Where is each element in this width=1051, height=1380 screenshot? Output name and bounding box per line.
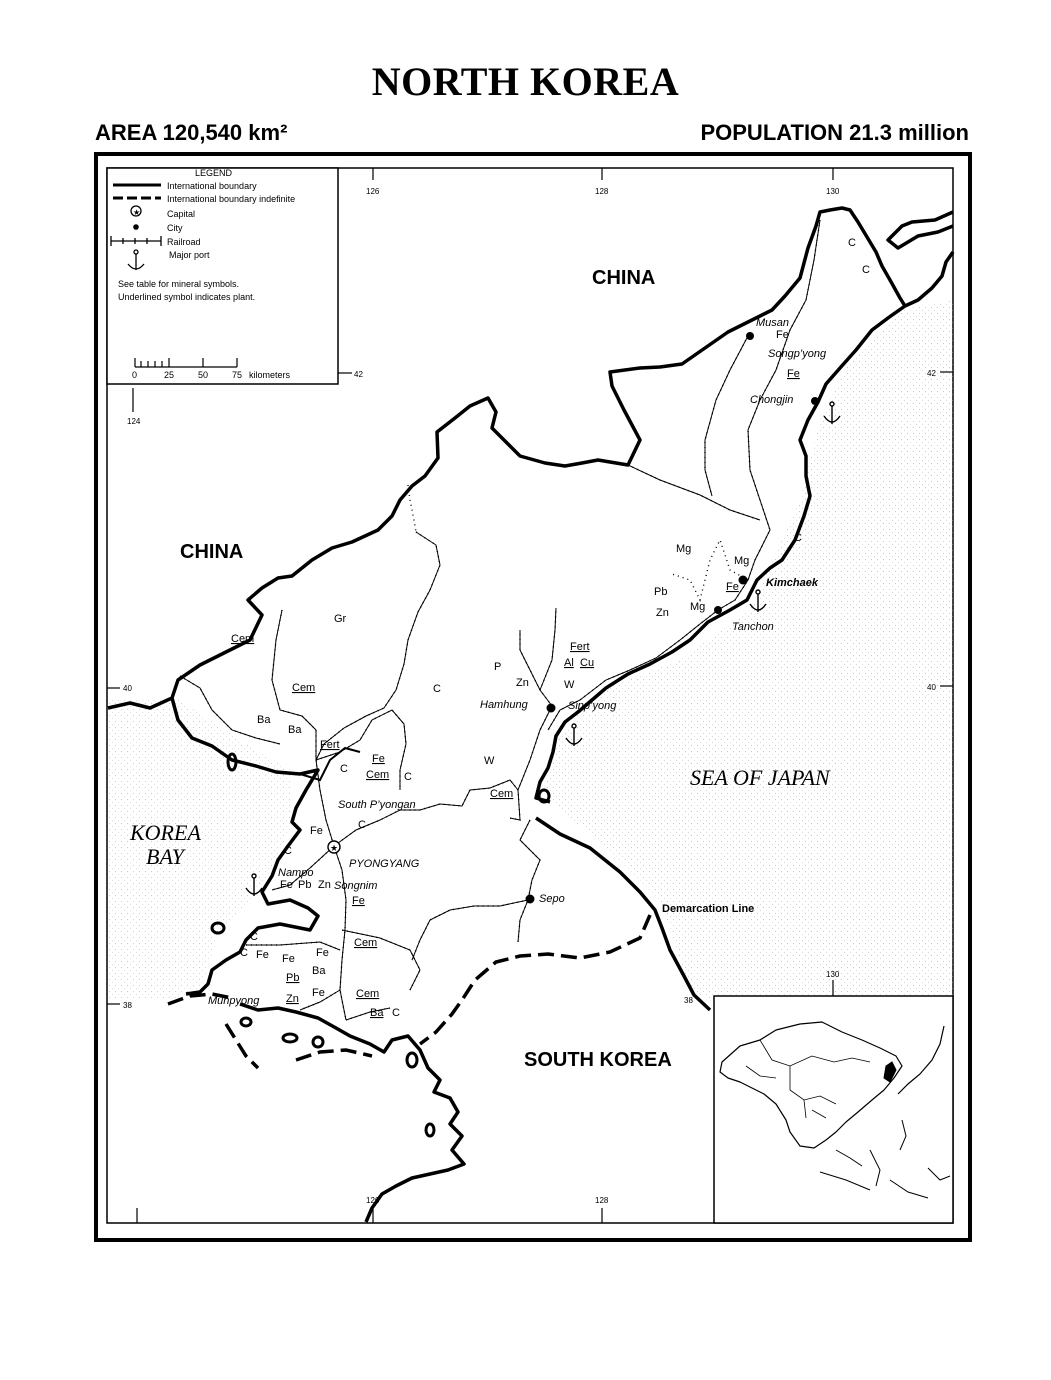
legend-note-1: See table for mineral symbols. [118, 279, 240, 289]
mineral-cem-4: Cem [490, 788, 514, 800]
city-label-songnim: Songnim [334, 880, 378, 892]
scale-tick-75: 75 [232, 370, 243, 380]
mineral-c-west: C [284, 845, 292, 857]
mineral-fe-musan: Fe [776, 329, 789, 341]
city-label-munpyong: Munpyong [208, 995, 260, 1007]
mineral-zn-tan: Zn [656, 607, 669, 619]
inset-locator-map [714, 996, 953, 1223]
mineral-ba-2: Ba [288, 724, 302, 736]
mineral-cem-1: Cem [231, 633, 255, 645]
mineral-fe-songpyong: Fe [787, 368, 800, 380]
mineral-fe-nampo: Fe [280, 879, 293, 891]
svg-text:★: ★ [133, 208, 141, 217]
city-label-pyongyang: PYONGYANG [349, 858, 420, 870]
mineral-c-ne1: C [848, 237, 856, 249]
lon-label-130-inset: 130 [826, 970, 840, 979]
lat-label-40-right: 40 [927, 683, 936, 692]
city-dot-musan [746, 332, 754, 340]
legend-item-boundary: International boundary [167, 181, 257, 191]
city-dot-kimchaek [739, 576, 748, 585]
mineral-fe-mid: Fe [372, 753, 385, 765]
mineral-fert-2: Fert [320, 739, 340, 751]
city-label-sepo: Sepo [539, 893, 565, 905]
city-dot-hamhung [547, 704, 556, 713]
mineral-cem-3: Cem [366, 769, 390, 781]
legend [107, 168, 338, 384]
mineral-zn-sw: Zn [286, 993, 299, 1005]
mineral-c-mid2: C [340, 763, 348, 775]
mineral-zn-nampo: Zn [318, 879, 331, 891]
mineral-zn-ham: Zn [516, 677, 529, 689]
mineral-cem-6: Cem [356, 988, 380, 1000]
mineral-pb-tan: Pb [654, 586, 668, 598]
lon-label-126-top: 126 [366, 187, 380, 196]
mineral-c-kim: C [794, 532, 802, 544]
city-dot-tanchon [714, 606, 722, 614]
lat-label-42-right: 42 [927, 369, 936, 378]
lon-label-126-bottom: 126 [366, 1196, 380, 1205]
demarcation-line-dashed [420, 915, 650, 1044]
mineral-cu: Cu [580, 657, 595, 669]
mineral-cem-5: Cem [354, 937, 378, 949]
city-label-kimchaek: Kimchaek [766, 577, 818, 589]
mineral-c-ne2: C [862, 264, 870, 276]
region-label-sea-of-japan: SEA OF JAPAN [690, 765, 830, 790]
area-stat: AREA 120,540 km² [95, 120, 288, 145]
mineral-fe-sw3: Fe [316, 947, 329, 959]
region-label-korea-bay-2: BAY [146, 844, 184, 869]
region-label-korea-bay-1: KOREA [130, 820, 201, 845]
mineral-c-mid3: C [404, 771, 412, 783]
legend-item-city: City [167, 223, 183, 233]
mineral-mg-tan: Mg [690, 601, 706, 613]
mineral-fe-kim: Fe [726, 581, 739, 593]
lat-label-40-left: 40 [123, 684, 132, 693]
lon-label-128-top: 128 [595, 187, 609, 196]
svg-text:★: ★ [330, 843, 339, 853]
mineral-p: P [494, 661, 502, 673]
city-label-chongjin: Chongjin [750, 394, 794, 406]
legend-item-railroad: Railroad [167, 237, 201, 247]
sea-of-japan-area [545, 300, 953, 1000]
city-dot-chongjin [811, 397, 819, 405]
city-label-sinpyong: Sinp’yong [568, 700, 617, 712]
population-stat: POPULATION 21.3 million [700, 120, 969, 145]
legend-item-capital: Capital [167, 209, 196, 219]
scale-tick-25: 25 [164, 370, 175, 380]
lon-label-124: 124 [127, 417, 141, 426]
mineral-ba-sw: Ba [312, 965, 326, 977]
lat-label-42-left: 42 [354, 370, 363, 379]
legend-note-2: Underlined symbol indicates plant. [118, 292, 256, 302]
region-label-china-north: CHINA [592, 267, 656, 289]
mineral-c-sw3: C [392, 1007, 400, 1019]
mineral-c-py: C [358, 819, 366, 831]
mineral-fe-sw4: Fe [312, 987, 325, 999]
mineral-fe-py: Fe [310, 825, 323, 837]
scale-unit: kilometers [249, 370, 291, 380]
city-label-south-pyongan: South P’yongan [338, 799, 416, 811]
mineral-fert-1: Fert [570, 641, 590, 653]
south-coastline [240, 1004, 464, 1222]
mineral-c-sw2: C [240, 947, 248, 959]
lat-label-38-left: 38 [123, 1001, 132, 1010]
mineral-c-mid: C [433, 683, 441, 695]
river [300, 748, 360, 780]
mineral-fe-songnim: Fe [352, 895, 365, 907]
region-label-south-korea: SOUTH KOREA [524, 1049, 672, 1071]
legend-item-port: Major port [169, 250, 210, 260]
region-label-china-west: CHINA [180, 541, 244, 563]
mineral-ba-sw2: Ba [370, 1007, 384, 1019]
mineral-pb-nampo: Pb [298, 879, 312, 891]
legend-item-boundary-indefinite: International boundary indefinite [167, 194, 296, 204]
mineral-mg-2: Mg [734, 555, 750, 567]
city-label-hamhung: Hamhung [480, 699, 528, 711]
city-label-musan: Musan [756, 317, 790, 329]
mineral-gr: Gr [334, 613, 347, 625]
mineral-fe-sw1: Fe [256, 949, 269, 961]
mineral-pb-sw: Pb [286, 972, 300, 984]
mineral-cem-2: Cem [292, 682, 316, 694]
city-label-songpyong: Songp’yong [768, 348, 827, 360]
city-dot-sepo [526, 895, 535, 904]
legend-heading: LEGEND [195, 168, 233, 178]
mineral-fe-sw2: Fe [282, 953, 295, 965]
mineral-w-2: W [484, 755, 495, 767]
scale-tick-50: 50 [198, 370, 209, 380]
scale-tick-0: 0 [132, 370, 138, 380]
mineral-mg-1: Mg [676, 543, 692, 555]
mineral-ba-1: Ba [257, 714, 271, 726]
page-title: NORTH KOREA [371, 59, 680, 104]
city-label-tanchon: Tanchon [732, 621, 774, 633]
mineral-w-1: W [564, 679, 575, 691]
mineral-al: Al [564, 657, 574, 669]
demarcation-line-label: Demarcation Line [662, 903, 755, 915]
lat-label-38-right: 38 [684, 996, 693, 1005]
capital-marker-pyongyang [328, 841, 340, 853]
capital-icon [131, 206, 141, 217]
city-dot-icon [133, 224, 139, 230]
mineral-c-sw1: C [250, 931, 258, 943]
lon-label-130-top: 130 [826, 187, 840, 196]
lon-label-128-bottom: 128 [595, 1196, 609, 1205]
city-label-nampo: Nampo [278, 867, 314, 879]
